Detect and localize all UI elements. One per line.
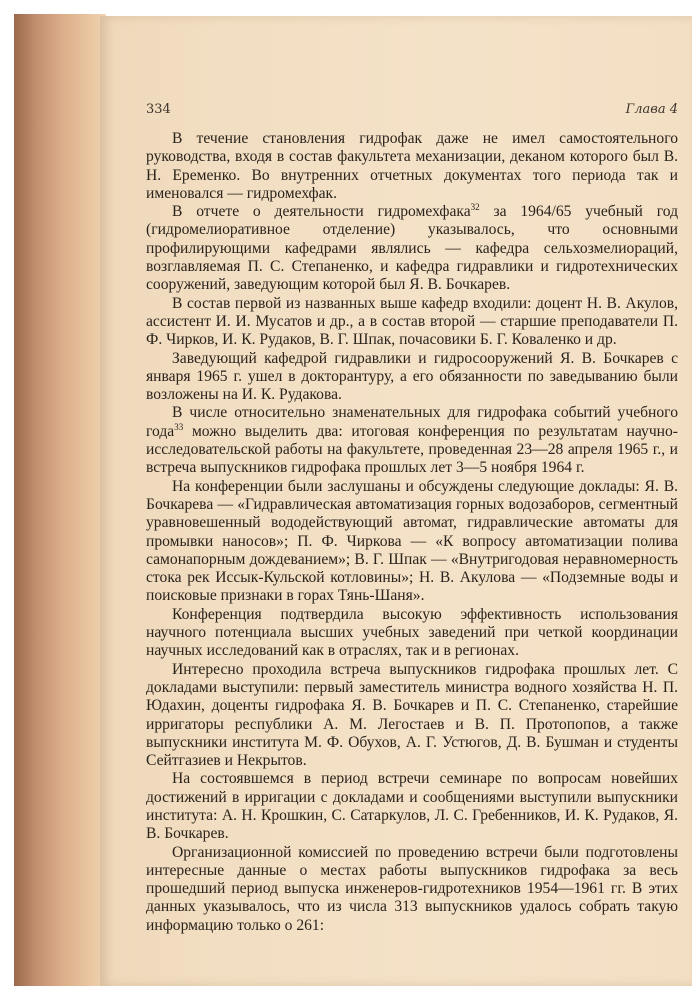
paragraph xyxy=(146,404,678,477)
paragraph: Конференция подтвердила высокую эффективность использования научного потенциала высших учебных заведений при четкой координации научных исследований как в отраслях, так и в регионах. xyxy=(146,605,678,660)
running-head-chapter: Глава 4 xyxy=(625,102,678,117)
paragraph: Организационной комиссией по проведению встречи были подготовлены интересные данные о местах работы выпускников гидрофака за весь прошедший период выпуска инженеров-гидротехников 1954—1961 гг. В этих данных указывалось, что из числа 313 выпускников удалось собрать такую информацию только о 261: xyxy=(146,843,678,934)
paragraph-text: В числе относительно знаменательных для гидрофака событий учебного года xyxy=(146,404,678,440)
paragraph-text: за 1964/65 учебный год (гидромелиоративное отделение) указывалось, что основными профилирующими кафедрами являлись — кафедра сельхозмелиораций, возглавляемая П. С. Степаненко, и кафедра гидравлики и гидротехнических сооружений, заведующим которой был Я. В. Бочкарев. xyxy=(146,203,678,294)
footnote-ref[interactable]: 33 xyxy=(174,421,184,432)
body-text xyxy=(146,130,678,935)
paragraph xyxy=(146,203,678,294)
paragraph: Интересно проходила встреча выпускников гидрофака прошлых лет. С докладами выступили: первый заместитель министра водного хозяйства Н. П. Юдахин, доценты гидрофака Я. В. Бочкарев и П. С. Степаненко, старейшие ирригаторы республики А. М. Легостаев и В. П. Протопопов, а также выпускники института М. Ф. Обухов, А. Г. Устюгов, Д. В. Бушман и студенты Сейтгазиев и Некрытов. xyxy=(146,660,678,770)
book-page-edges xyxy=(14,14,106,986)
paragraph-text: можно выделить два: итоговая конференция по результатам научно-исследовательской работы на факультете, проведенная 23—28 апреля 1965 г., и встреча выпускников гидрофака прошлых лет 3—5 ноября 1964 г. xyxy=(146,422,678,477)
paragraph: На конференции были заслушаны и обсуждены следующие доклады: Я. В. Бочкарева — «Гидравлическая автоматизация горных водозаборов, сегментный уравновешенный вододействующий автомат, гидравлические автоматы для промывки наносов»; П. Ф. Чиркова — «К вопросу автоматизации полива самонапорным дождеванием»; В. Г. Шпак — «Внутригодовая неравномерность стока рек Иссык-Кульской котловины»; Н. В. Акулова — «Подземные воды и поисковые признаки в горах Тянь-Шаня». xyxy=(146,477,678,605)
paragraph: В состав первой из названных выше кафедр входили: доцент Н. В. Акулов, ассистент И. И. Мусатов и др., а в состав второй — старшие преподаватели П. Ф. Чирков, И. К. Рудаков, В. Г. Шпак, почасовики Б. Г. Коваленко и др. xyxy=(146,294,678,349)
paragraph: В течение становления гидрофак даже не имел самостоятельного руководства, входя в состав факультета механизации, деканом которого был В. Н. Еременко. Во внутренних отчетных документах того периода так и именовался — гидромехфак. xyxy=(146,130,678,202)
page-number: 334 xyxy=(146,102,171,117)
paragraph: Заведующий кафедрой гидравлики и гидросооружений Я. В. Бочкарев с января 1965 г. ушел в докторантуру, а его обязанности по заведыванию были возложены на И. К. Рудакова. xyxy=(146,349,678,404)
paragraph-text: В отчете о деятельности гидромехфака xyxy=(172,203,471,221)
footnote-ref[interactable]: 32 xyxy=(470,202,480,212)
paragraph: На состоявшемся в период встречи семинаре по вопросам новейших достижений в ирригации с докладами и сообщениями выступили выпускники института: А. Н. Крошкин, С. Сатаркулов, Л. С. Гребенников, И. К. Рудаков, Я. В. Бочкарев. xyxy=(146,770,678,843)
